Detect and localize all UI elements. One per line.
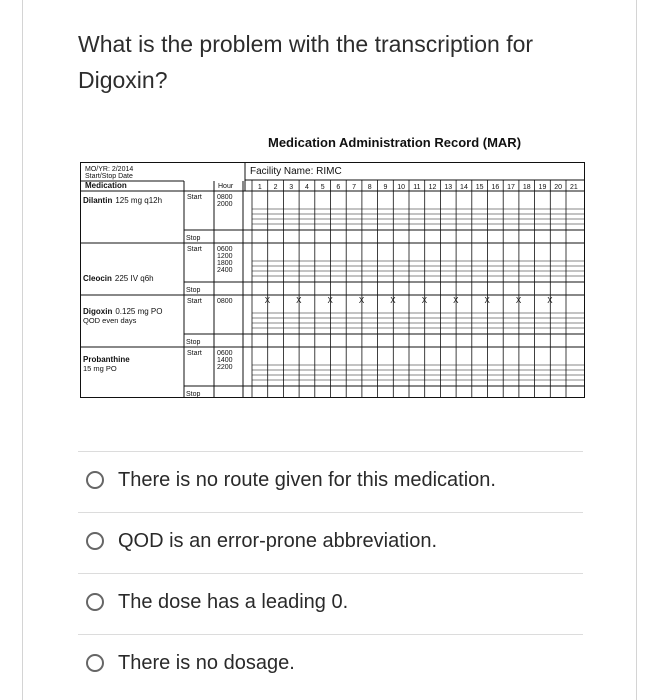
mar-med-name: Digoxin: [83, 307, 113, 316]
mar-hour-time: 0600: [217, 246, 233, 253]
left-frame-border: [22, 0, 23, 700]
mar-med-detail: 125 mg q12h: [115, 196, 163, 205]
mar-hour-time: 0800: [217, 194, 233, 201]
mar-start-label: Start: [187, 246, 202, 253]
mar-start-stop-date: Start/Stop Date: [85, 173, 133, 180]
mar-medication-header: Medication: [85, 181, 127, 190]
mar-day-number: 19: [538, 184, 547, 191]
mar-medication-rows: [83, 194, 553, 398]
mar-med-name: Probanthine: [83, 355, 130, 364]
mar-med-name: Cleocin: [83, 274, 112, 283]
right-frame-border: [636, 0, 637, 700]
mar-day-number: 21: [569, 184, 578, 191]
mar-day-number: 18: [522, 184, 531, 191]
divider: [78, 634, 583, 635]
mar-day-number: 17: [507, 184, 515, 191]
mar-hour-time: 2200: [217, 364, 233, 371]
mar-hour-time: 0800: [217, 298, 233, 305]
mar-med-detail-line2: QOD even days: [83, 316, 137, 325]
mar-start-label: Start: [187, 298, 202, 305]
mar-day-number: 20: [554, 184, 563, 191]
answer-option-label: QOD is an error-prone abbreviation.: [118, 529, 438, 552]
mar-day-number: 15: [475, 184, 484, 191]
mar-day-number: 7: [352, 184, 357, 191]
mar-dose-mark: X: [421, 296, 428, 305]
mar-day-number: 8: [367, 184, 372, 191]
mar-day-number: 4: [304, 184, 309, 191]
mar-hour-time: 0600: [217, 350, 233, 357]
answer-option-4[interactable]: [86, 645, 583, 681]
mar-dose-mark: X: [515, 296, 522, 305]
mar-med-detail: 0.125 mg PO: [115, 307, 163, 316]
mar-med-entry: [83, 307, 162, 316]
mar-med-detail-line2: 15 mg PO: [83, 364, 117, 373]
radio-circle-icon[interactable]: [86, 532, 104, 550]
mar-hour-time: 1200: [217, 253, 233, 260]
answer-option-2[interactable]: [86, 523, 583, 559]
mar-stop-label: Stop: [186, 339, 201, 346]
mar-day-number: 13: [444, 184, 453, 191]
divider: [78, 512, 583, 513]
mar-med-entry: [83, 274, 154, 283]
answer-option-1[interactable]: [86, 462, 583, 498]
mar-table: [80, 162, 585, 403]
mar-day-number: 1: [257, 184, 262, 191]
mar-hour-time: 1800: [217, 260, 233, 267]
answer-option-label: There is no route given for this medication.: [118, 468, 496, 491]
mar-stop-label: Stop: [186, 287, 201, 294]
mar-day-number: 10: [397, 184, 406, 191]
mar-stop-label: Stop: [186, 235, 201, 242]
mar-hour-time: 2400: [217, 267, 233, 274]
mar-dose-mark: X: [296, 296, 302, 305]
mar-hour-time: 1400: [217, 357, 233, 364]
mar-grid: [80, 162, 585, 398]
radio-circle-icon[interactable]: [86, 471, 104, 489]
mar-med-entry: [83, 355, 130, 364]
mar-med-name: Dilantin: [83, 196, 113, 205]
mar-day-number: 14: [460, 184, 468, 191]
mar-med-entry: [83, 196, 162, 205]
answer-option-3[interactable]: [86, 584, 583, 620]
mar-start-label: Start: [187, 350, 202, 357]
radio-circle-icon[interactable]: [86, 593, 104, 611]
mar-dose-mark: X: [327, 296, 333, 305]
radio-circle-icon[interactable]: [86, 654, 104, 672]
mar-mo-yr: MO/YR: 2/2014: [85, 166, 134, 173]
mar-day-number: 5: [320, 184, 325, 191]
mar-dose-mark: X: [484, 296, 490, 305]
mar-title: Medication Administration Record (MAR): [268, 135, 522, 150]
mar-day-number: 6: [336, 184, 341, 191]
mar-day-number: 2: [273, 184, 278, 191]
divider: [78, 451, 583, 452]
mar-day-number: 16: [491, 184, 500, 191]
mar-day-number: 9: [383, 184, 388, 191]
mar-start-label: Start: [187, 194, 202, 201]
mar-dose-mark: X: [390, 296, 396, 305]
mar-dose-mark: X: [453, 296, 459, 305]
mar-hour-time: 2000: [217, 201, 233, 208]
answer-option-label: There is no dosage.: [118, 651, 295, 674]
mar-stop-label: Stop: [186, 391, 201, 398]
mar-hour-label: Hour: [218, 183, 234, 190]
answer-option-label: The dose has a leading 0.: [118, 590, 349, 613]
mar-dose-mark: X: [547, 296, 553, 305]
divider: [78, 573, 583, 574]
mar-day-number: 12: [428, 184, 437, 191]
mar-dose-mark: X: [358, 296, 365, 305]
mar-day-headers: [258, 184, 578, 191]
mar-med-detail: 225 IV q6h: [114, 274, 154, 283]
mar-facility-name: Facility Name: RIMC: [250, 166, 342, 177]
mar-day-number: 3: [289, 184, 294, 191]
question-text: What is the problem with the transcription for Digoxin?: [78, 31, 534, 93]
mar-dose-mark: X: [264, 296, 271, 305]
mar-day-number: 11: [413, 184, 421, 191]
